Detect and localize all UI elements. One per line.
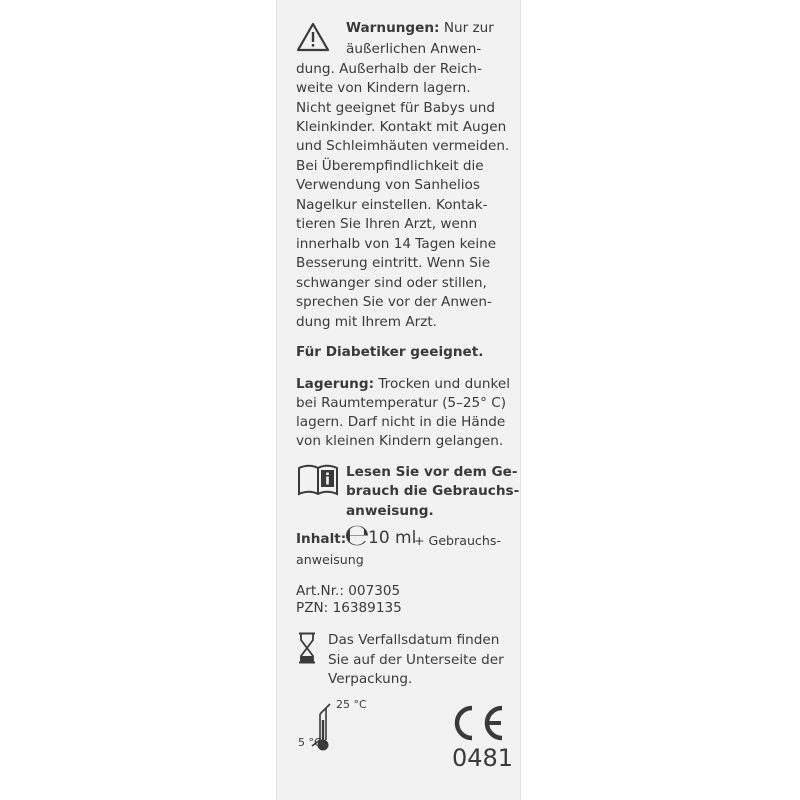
warning-line-4: Nicht geeignet für Babys und: [296, 100, 495, 116]
warning-line-12: Besserung eintritt. Wenn Sie: [296, 255, 491, 271]
warning-line-7: Bei Überempfindlichkeit die: [296, 158, 484, 174]
expiry-line-0: Das Verfallsdatum finden: [328, 632, 500, 648]
content-extra-1: + Gebrauchs-: [414, 533, 501, 548]
content-extra-2: anweisung: [296, 552, 364, 567]
expiry-line-1: Sie auf der Unterseite der: [328, 652, 504, 668]
warning-line-0: Nur zur: [443, 20, 494, 36]
warning-line-13: schwanger sind oder stillen,: [296, 275, 487, 291]
book-info-icon: [297, 464, 339, 498]
expiry-line-2: Verpackung.: [328, 671, 413, 687]
pzn-number: PZN: 16389135: [296, 600, 402, 616]
content-heading: Inhalt:: [296, 531, 347, 547]
warning-line-11: innerhalb von 14 Tagen keine: [296, 236, 497, 252]
warning-heading-line: [346, 19, 494, 38]
warning-line-14: sprechen Sie vor der Anwen-: [296, 294, 492, 310]
ce-notified-body-code: 0481: [452, 744, 514, 772]
warning-line-6: und Schleimhäuten vermeiden.: [296, 138, 510, 154]
warning-line-1: äußerlichen Anwen-: [346, 41, 482, 57]
hourglass-icon: [298, 632, 316, 664]
read-line-0: Lesen Sie vor dem Ge-: [346, 464, 518, 480]
content-amount: 10 ml: [368, 528, 417, 548]
storage-heading-line: [296, 375, 510, 394]
warning-heading: Warnungen:: [346, 20, 440, 36]
read-line-1: brauch die Gebrauchs-: [346, 483, 520, 499]
warning-line-15: dung mit Ihrem Arzt.: [296, 314, 437, 330]
storage-line-3: von kleinen Kindern gelangen.: [296, 433, 504, 449]
diabetic-note: Für Diabetiker geeignet.: [296, 344, 484, 360]
storage-line-2: lagern. Darf nicht in die Hände: [296, 414, 506, 430]
read-line-2: anweisung.: [346, 503, 434, 519]
article-number: Art.Nr.: 007305: [296, 583, 401, 599]
storage-line-1: bei Raumtemperatur (5–25° C): [296, 395, 507, 411]
warning-line-2: dung. Außerhalb der Reich-: [296, 61, 482, 77]
warning-line-10: tieren Sie Ihren Arzt, wenn: [296, 216, 478, 232]
estimated-sign-icon: ℮: [344, 518, 370, 553]
background-left: [0, 0, 276, 800]
temperature-max: 25 °C: [336, 698, 367, 711]
warning-triangle-icon: [296, 22, 330, 52]
storage-line-0: Trocken und dunkel: [378, 376, 510, 392]
warning-line-9: Nagelkur einstellen. Kontak-: [296, 197, 488, 213]
warning-line-3: weite von Kindern lagern.: [296, 80, 471, 96]
temperature-min: 5 °C: [298, 736, 322, 749]
background-right: [521, 0, 800, 800]
warning-line-5: Kleinkinder. Kontakt mit Augen: [296, 119, 507, 135]
warning-line-8: Verwendung von Sanhelios: [296, 177, 480, 193]
storage-heading: Lagerung:: [296, 376, 375, 392]
